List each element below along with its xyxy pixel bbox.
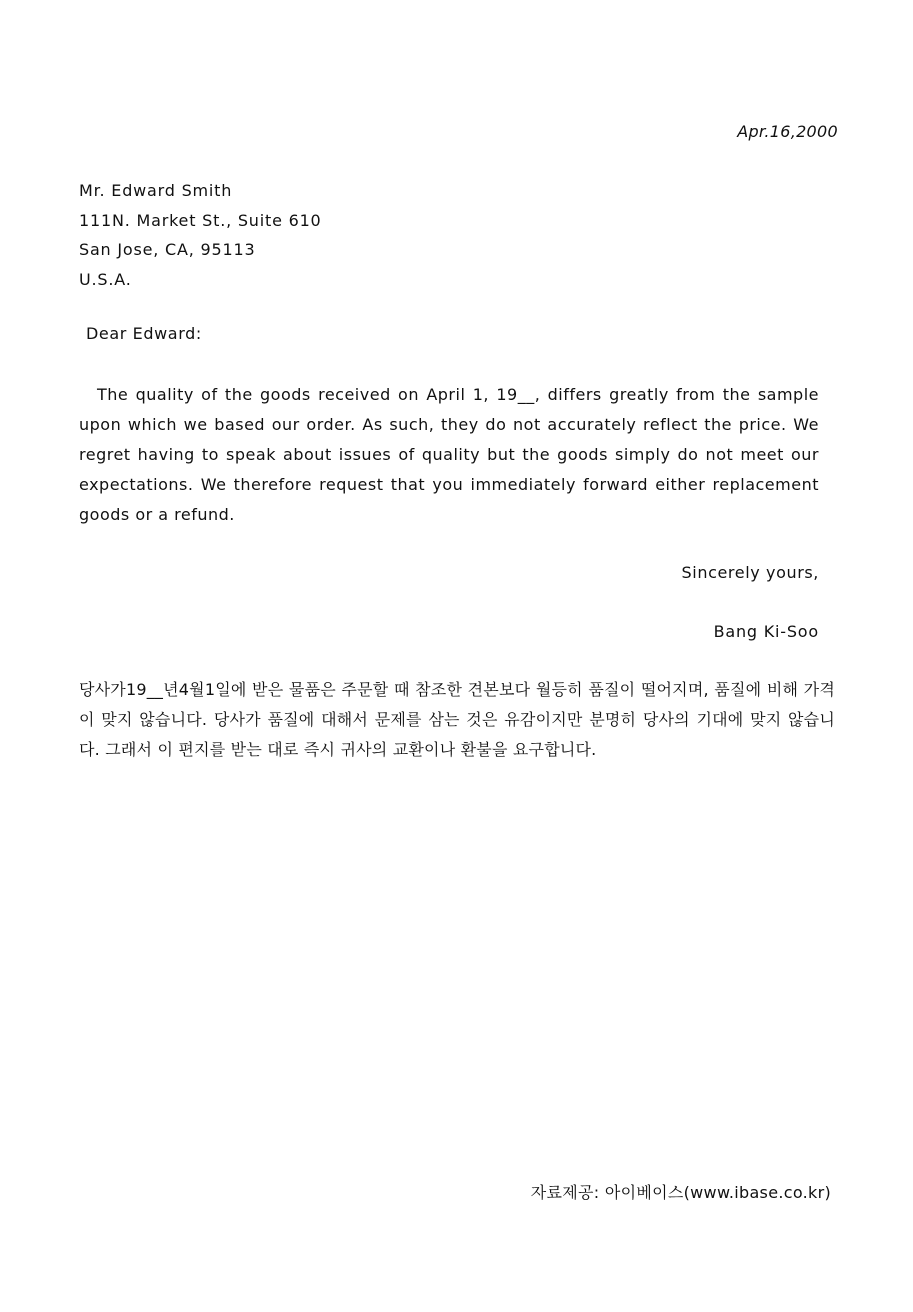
address-line-name: Mr. Edward Smith <box>79 181 233 200</box>
letter-date: Apr.16,2000 <box>737 122 838 141</box>
salutation: Dear Edward: <box>86 324 202 343</box>
address-line-street: 111N. Market St., Suite 610 <box>79 210 322 230</box>
signature: Bang Ki-Soo <box>713 622 819 641</box>
closing: Sincerely yours, <box>681 563 819 582</box>
recipient-address <box>79 176 322 294</box>
letter-body-korean: 당사가19__년4월1일에 받은 물품은 주문할 때 참조한 견본보다 월등히 품질이 떨어지며, 품질에 비해 가격이 맞지 않습니다. 당사가 품질에 대해서 문제를 삼는 것은 유감이지만 분명히 당사의 기대에 맞지 않습니다. 그래서 이 편지를 받는 대로 즉시 귀사의 교환이나 환불을 요구합니다. <box>79 680 835 759</box>
address-line-country: U.S.A. <box>79 269 132 289</box>
letter-body-english: The quality of the goods received on April 1, 19__, differs greatly from the sample upon which we based our order. As such, they do not accurately reflect the price. We regret having to speak about issues of quality but the goods simply do not meet our expectations. We therefore request that you immediately forward either replacement goods or a refund. <box>79 385 819 524</box>
address-line-city: San Jose, CA, 95113 <box>79 240 256 259</box>
source-credit: 자료제공: 아이베이스(www.ibase.co.kr) <box>530 1183 831 1202</box>
